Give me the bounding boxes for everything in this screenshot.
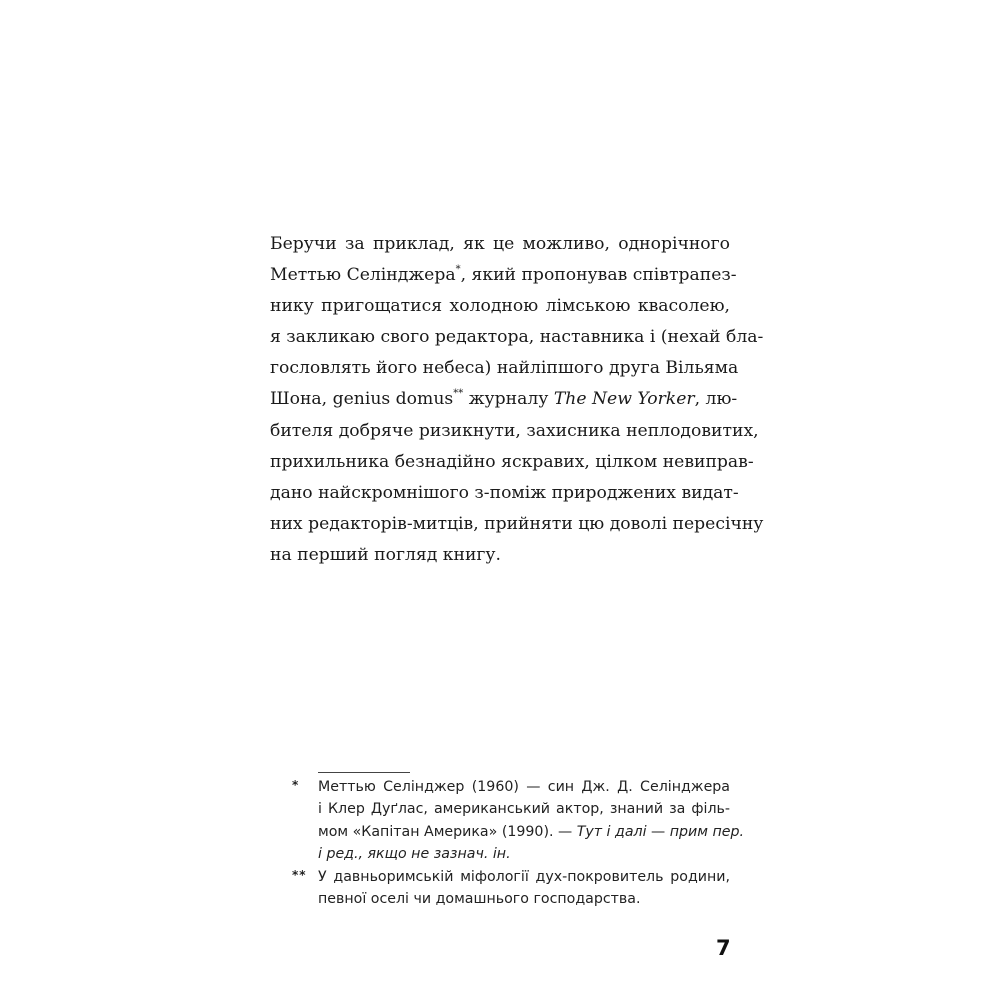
text-span: Меттью Селінджера <box>270 265 456 286</box>
footnote-line <box>318 843 730 865</box>
main-line <box>270 260 737 291</box>
italic-note: Тут і далі <box>576 823 647 840</box>
footnote-divider <box>318 772 410 773</box>
magazine-title: The New Yorker <box>553 389 695 410</box>
footnote-mark: * <box>292 778 300 792</box>
italic-note: і ред., якщо не зазнач. ін. <box>318 846 511 863</box>
footnote-1 <box>292 776 744 866</box>
italic-note: прим пер. <box>669 823 744 840</box>
main-line: них редакторів-митців, прийняти цю доволі пересічну <box>270 513 764 534</box>
main-line: прихильника безнадійно яскравих, цілком невиправ- <box>270 451 754 472</box>
footnote-ref-2: ** <box>453 388 464 400</box>
main-line: гословлять його небеса) найліпшого друга Вільяма <box>270 358 739 379</box>
footnote-line: і Клер Дуґлас, американський актор, знаний за філь- <box>318 801 730 818</box>
main-line: бителя добряче ризикнути, захисника неплодовитих, <box>270 420 759 441</box>
text-span: , який пропонував співтрапез- <box>460 265 737 286</box>
footnote-ref-1: * <box>455 264 461 276</box>
text-span: мом «Капітан Америка» (1990). — <box>318 823 577 840</box>
footnote-2 <box>292 866 730 911</box>
main-line <box>270 384 738 415</box>
text-span: журналу <box>463 389 554 410</box>
main-line: на перший погляд книгу. <box>270 544 501 565</box>
footnote-line: У давньоримській міфології дух-покровитель родини, <box>318 869 730 885</box>
text-span: — <box>646 823 670 840</box>
footnote-line <box>318 821 744 843</box>
main-paragraph <box>270 229 764 571</box>
text-span: , лю- <box>694 389 738 410</box>
main-line: нику пригощатися холодною лімською квасолею, <box>270 296 730 317</box>
text-span: Шона, genius domus <box>270 389 454 410</box>
main-line: я закликаю свого редактора, наставника і (нехай бла- <box>270 327 764 348</box>
footnote-line: Меттью Селінджер (1960) — син Дж. Д. Селінджера <box>318 779 730 795</box>
main-line: Беручи за приклад, як це можливо, однорічного <box>270 234 730 254</box>
footnote-mark: ** <box>292 868 307 882</box>
page-number: 7 <box>716 936 731 960</box>
footnote-line: певної оселі чи домашнього господарства. <box>318 891 641 908</box>
main-line: дано найскромнішого з-поміж природжених видат- <box>270 482 739 503</box>
